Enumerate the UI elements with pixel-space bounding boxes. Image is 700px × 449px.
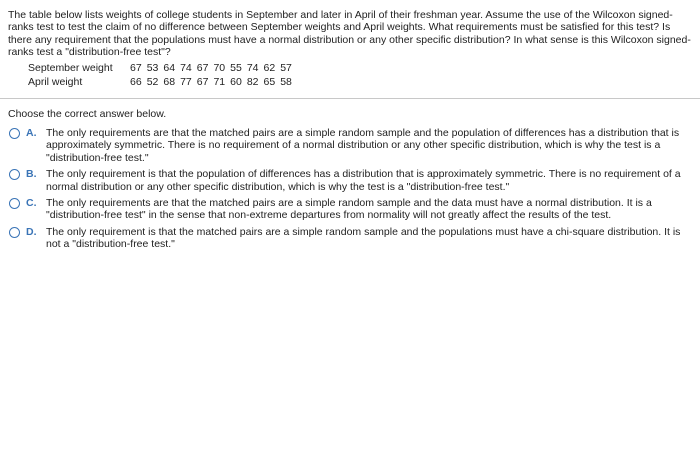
option-letter: A. [26, 127, 37, 139]
option-a[interactable] [8, 127, 692, 164]
answer-prompt: Choose the correct answer below. [8, 108, 167, 120]
table-cell: 55 [230, 61, 242, 74]
row-label: September weight [28, 61, 113, 74]
table-row [28, 75, 297, 90]
table-cell: 57 [280, 61, 292, 74]
table-cell: 64 [163, 61, 176, 74]
table-cell: 65 [263, 76, 276, 89]
radio-button-icon[interactable] [9, 227, 20, 238]
table-cell: 67 [130, 61, 142, 74]
option-text: The only requirements are that the matched pairs are a simple random sample and the data must have a normal distribution. It is a "distribution-free test" in the sense that non-extreme departures from normality will not greatly affect the results of the test. [46, 197, 652, 222]
table-cell: 66 [130, 76, 142, 89]
table-cell: 53 [146, 61, 159, 74]
row-label: April weight [28, 76, 83, 89]
option-d[interactable] [8, 226, 692, 251]
table-row [28, 61, 297, 76]
table-cell: 70 [213, 61, 226, 74]
radio-button-icon[interactable] [9, 128, 20, 139]
option-letter: B. [26, 168, 37, 181]
table-cell: 74 [180, 61, 192, 74]
option-letter: D. [26, 225, 37, 238]
option-text: The only requirement is that the population of differences has a distribution that is approximately symmetric. There is no requirement of a normal distribution or any other specific distribution, which is why the test is a "distribution-free test." [46, 168, 681, 193]
table-cell: 74 [246, 61, 259, 74]
table-cell: 60 [230, 76, 242, 89]
radio-button-icon[interactable] [9, 169, 20, 180]
option-c[interactable] [8, 197, 692, 222]
weights-table [28, 61, 297, 90]
answer-options [8, 127, 692, 255]
question-text: The table below lists weights of college students in September and later in April of their freshman year. Assume the use of the Wilcoxon signed-ranks test to test the claim of no difference between September weights and April weights. What requirements must be satisfied for this test? Is there any requirement that the populations must have a normal distribution or any other specific distribution? In what sense is this Wilcoxon signed-ranks test a "distribution-free test"? [8, 9, 691, 59]
radio-button-icon[interactable] [9, 198, 20, 209]
table-cell: 68 [163, 76, 176, 89]
table-cell: 77 [180, 76, 192, 89]
question-block [8, 9, 692, 90]
table-cell: 67 [196, 76, 209, 89]
section-divider [0, 98, 700, 99]
table-cell: 71 [213, 76, 226, 89]
table-cell: 52 [146, 76, 159, 89]
option-text: The only requirement is that the matched pairs are a simple random sample and the populations must have a chi-square distribution. It is not a "distribution-free test." [46, 225, 681, 251]
table-cell: 62 [263, 61, 276, 74]
option-b[interactable] [8, 168, 692, 193]
option-letter: C. [26, 197, 37, 210]
option-text: The only requirements are that the matched pairs are a simple random sample and the population of differences has a distribution that is approximately symmetric. There is no requirement of a normal distribution or any other specific distribution, which is why the test is a "distribution-free test." [46, 127, 680, 164]
table-cell: 82 [246, 76, 259, 89]
table-cell: 67 [196, 61, 209, 74]
table-cell: 58 [280, 76, 292, 89]
